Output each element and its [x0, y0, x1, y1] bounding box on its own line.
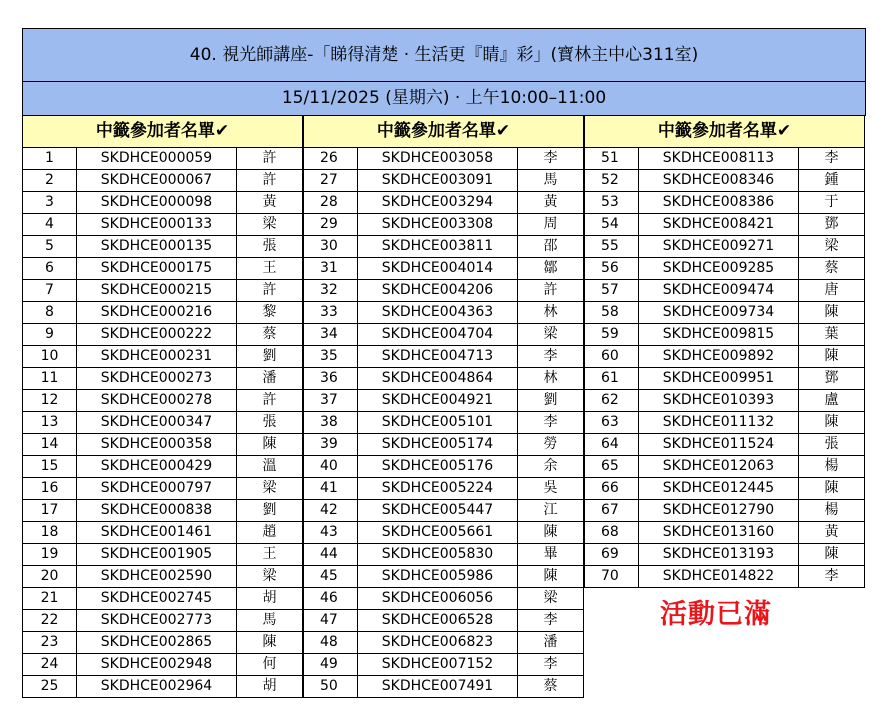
participant-surname: 潘: [517, 632, 584, 653]
participant-code: SKDHCE008113: [638, 148, 798, 169]
participant-surname: 許: [517, 280, 584, 301]
participant-code: SKDHCE000429: [76, 456, 236, 477]
row-number: 19: [22, 544, 76, 565]
participant-surname: 梁: [517, 324, 584, 345]
participant-code: SKDHCE014822: [638, 566, 798, 587]
participant-row: [303, 676, 584, 698]
participant-code: SKDHCE005447: [357, 500, 517, 521]
participant-code: SKDHCE000222: [76, 324, 236, 345]
row-number: 48: [303, 632, 357, 653]
participant-code: SKDHCE000059: [76, 148, 236, 169]
participant-surname: 王: [236, 544, 303, 565]
participant-surname: 黃: [798, 522, 865, 543]
row-number: 66: [584, 478, 638, 499]
participant-row: [584, 390, 865, 412]
participant-code: SKDHCE003294: [357, 192, 517, 213]
row-number: 41: [303, 478, 357, 499]
participant-surname: 陳: [798, 412, 865, 433]
participant-code: SKDHCE002865: [76, 632, 236, 653]
participant-surname: 陳: [517, 522, 584, 543]
participant-code: SKDHCE002590: [76, 566, 236, 587]
participant-row: [584, 456, 865, 478]
participant-row: [584, 478, 865, 500]
participant-surname: 于: [798, 192, 865, 213]
row-number: 16: [22, 478, 76, 499]
participant-row: [303, 148, 584, 170]
row-number: 67: [584, 500, 638, 521]
participant-code: SKDHCE013193: [638, 544, 798, 565]
column-header: 中籤參加者名單✔: [584, 116, 865, 148]
participant-surname: 李: [517, 148, 584, 169]
row-number: 9: [22, 324, 76, 345]
participant-row: [303, 610, 584, 632]
participant-column-3: [584, 116, 865, 588]
row-number: 5: [22, 236, 76, 257]
participant-code: SKDHCE000133: [76, 214, 236, 235]
participant-row: [584, 412, 865, 434]
participant-surname: 鄧: [798, 214, 865, 235]
participant-code: SKDHCE004864: [357, 368, 517, 389]
participant-code: SKDHCE009285: [638, 258, 798, 279]
participant-code: SKDHCE006056: [357, 588, 517, 609]
participant-code: SKDHCE004014: [357, 258, 517, 279]
row-number: 69: [584, 544, 638, 565]
participant-surname: 林: [517, 368, 584, 389]
participant-surname: 張: [236, 412, 303, 433]
participant-row: [22, 544, 303, 566]
participant-code: SKDHCE000358: [76, 434, 236, 455]
participant-surname: 陳: [798, 346, 865, 367]
participant-surname: 蔡: [798, 258, 865, 279]
row-number: 54: [584, 214, 638, 235]
participant-code: SKDHCE003308: [357, 214, 517, 235]
participant-surname: 陳: [236, 434, 303, 455]
row-number: 7: [22, 280, 76, 301]
participant-column-1: [22, 116, 303, 698]
participant-code: SKDHCE004206: [357, 280, 517, 301]
row-number: 58: [584, 302, 638, 323]
row-number: 30: [303, 236, 357, 257]
participant-surname: 周: [517, 214, 584, 235]
participant-row: [303, 654, 584, 676]
row-number: 32: [303, 280, 357, 301]
participant-rows: [584, 148, 865, 588]
participant-surname: 李: [517, 654, 584, 675]
row-number: 15: [22, 456, 76, 477]
participant-surname: 葉: [798, 324, 865, 345]
participant-surname: 楊: [798, 500, 865, 521]
participant-code: SKDHCE005661: [357, 522, 517, 543]
participant-code: SKDHCE001905: [76, 544, 236, 565]
participant-row: [22, 500, 303, 522]
participant-surname: 趙: [236, 522, 303, 543]
participant-code: SKDHCE000215: [76, 280, 236, 301]
row-number: 17: [22, 500, 76, 521]
participant-code: SKDHCE000098: [76, 192, 236, 213]
participant-row: [22, 236, 303, 258]
participant-code: SKDHCE004704: [357, 324, 517, 345]
participant-code: SKDHCE002773: [76, 610, 236, 631]
participant-row: [303, 236, 584, 258]
participant-row: [303, 412, 584, 434]
participant-surname: 邵: [517, 236, 584, 257]
row-number: 62: [584, 390, 638, 411]
participant-row: [584, 302, 865, 324]
participant-row: [303, 566, 584, 588]
participant-row: [584, 368, 865, 390]
row-number: 43: [303, 522, 357, 543]
row-number: 60: [584, 346, 638, 367]
participant-row: [303, 632, 584, 654]
participant-row: [22, 654, 303, 676]
participant-surname: 許: [236, 148, 303, 169]
event-title: 40. 視光師講座-「睇得清楚 · 生活更『睛』彩」(寶林主中心311室): [22, 28, 866, 82]
participant-row: [22, 302, 303, 324]
participant-row: [584, 500, 865, 522]
participant-row: [303, 390, 584, 412]
participant-surname: 余: [517, 456, 584, 477]
participant-row: [22, 456, 303, 478]
participant-code: SKDHCE009734: [638, 302, 798, 323]
participant-row: [584, 258, 865, 280]
participant-surname: 陳: [798, 544, 865, 565]
row-number: 25: [22, 676, 76, 697]
participant-surname: 黎: [236, 302, 303, 323]
participant-surname: 楊: [798, 456, 865, 477]
participant-row: [303, 368, 584, 390]
participant-surname: 蔡: [517, 676, 584, 697]
row-number: 68: [584, 522, 638, 543]
participant-code: SKDHCE009271: [638, 236, 798, 257]
participant-surname: 潘: [236, 368, 303, 389]
participant-code: SKDHCE004363: [357, 302, 517, 323]
participant-row: [22, 632, 303, 654]
participant-row: [22, 478, 303, 500]
row-number: 13: [22, 412, 76, 433]
participant-surname: 黃: [236, 192, 303, 213]
participant-row: [22, 434, 303, 456]
row-number: 34: [303, 324, 357, 345]
row-number: 42: [303, 500, 357, 521]
row-number: 8: [22, 302, 76, 323]
participant-surname: 李: [798, 148, 865, 169]
participant-code: SKDHCE009815: [638, 324, 798, 345]
participant-row: [22, 170, 303, 192]
participant-surname: 陳: [798, 478, 865, 499]
participant-code: SKDHCE009892: [638, 346, 798, 367]
row-number: 3: [22, 192, 76, 213]
row-number: 31: [303, 258, 357, 279]
participant-row: [303, 588, 584, 610]
row-number: 50: [303, 676, 357, 697]
participant-surname: 鄧: [798, 368, 865, 389]
row-number: 28: [303, 192, 357, 213]
participant-surname: 劉: [236, 346, 303, 367]
row-number: 29: [303, 214, 357, 235]
participant-row: [303, 434, 584, 456]
participant-code: SKDHCE007491: [357, 676, 517, 697]
participant-row: [303, 456, 584, 478]
participant-surname: 馬: [236, 610, 303, 631]
row-number: 6: [22, 258, 76, 279]
participant-code: SKDHCE010393: [638, 390, 798, 411]
participant-row: [584, 434, 865, 456]
participant-row: [22, 566, 303, 588]
row-number: 37: [303, 390, 357, 411]
participant-code: SKDHCE003811: [357, 236, 517, 257]
participant-surname: 江: [517, 500, 584, 521]
participant-code: SKDHCE008421: [638, 214, 798, 235]
participant-row: [303, 346, 584, 368]
participant-code: SKDHCE005830: [357, 544, 517, 565]
participant-column-2: [303, 116, 584, 698]
column-header: 中籤參加者名單✔: [22, 116, 303, 148]
participant-row: [303, 302, 584, 324]
participant-row: [22, 676, 303, 698]
row-number: 12: [22, 390, 76, 411]
participant-surname: 許: [236, 390, 303, 411]
participant-code: SKDHCE000067: [76, 170, 236, 191]
row-number: 70: [584, 566, 638, 587]
participant-surname: 胡: [236, 588, 303, 609]
participant-surname: 張: [236, 236, 303, 257]
participant-row: [303, 478, 584, 500]
row-number: 51: [584, 148, 638, 169]
participant-surname: 王: [236, 258, 303, 279]
participant-row: [303, 544, 584, 566]
participant-surname: 畢: [517, 544, 584, 565]
participant-code: SKDHCE005986: [357, 566, 517, 587]
participant-row: [584, 324, 865, 346]
participant-surname: 梁: [798, 236, 865, 257]
participant-row: [303, 192, 584, 214]
participant-row: [584, 346, 865, 368]
participant-row: [22, 258, 303, 280]
row-number: 24: [22, 654, 76, 675]
participant-code: SKDHCE002964: [76, 676, 236, 697]
participant-surname: 陳: [236, 632, 303, 653]
participant-code: SKDHCE005174: [357, 434, 517, 455]
participant-rows: [303, 148, 584, 698]
participant-surname: 林: [517, 302, 584, 323]
participant-code: SKDHCE012790: [638, 500, 798, 521]
participant-code: SKDHCE003091: [357, 170, 517, 191]
participant-row: [22, 412, 303, 434]
participant-surname: 許: [236, 170, 303, 191]
participant-surname: 梁: [236, 478, 303, 499]
participant-code: SKDHCE004713: [357, 346, 517, 367]
participant-code: SKDHCE000797: [76, 478, 236, 499]
participant-row: [303, 214, 584, 236]
participant-surname: 鄒: [517, 258, 584, 279]
participant-row: [303, 522, 584, 544]
participant-code: SKDHCE005224: [357, 478, 517, 499]
row-number: 35: [303, 346, 357, 367]
participant-surname: 李: [517, 412, 584, 433]
participant-code: SKDHCE011524: [638, 434, 798, 455]
participant-row: [22, 346, 303, 368]
participant-row: [22, 192, 303, 214]
participant-row: [303, 500, 584, 522]
participant-row: [22, 390, 303, 412]
participant-code: SKDHCE009951: [638, 368, 798, 389]
row-number: 4: [22, 214, 76, 235]
participant-surname: 劉: [517, 390, 584, 411]
row-number: 57: [584, 280, 638, 301]
row-number: 38: [303, 412, 357, 433]
row-number: 22: [22, 610, 76, 631]
participant-surname: 鍾: [798, 170, 865, 191]
participant-code: SKDHCE004921: [357, 390, 517, 411]
row-number: 36: [303, 368, 357, 389]
participant-code: SKDHCE009474: [638, 280, 798, 301]
participant-code: SKDHCE000273: [76, 368, 236, 389]
participant-code: SKDHCE000347: [76, 412, 236, 433]
participant-row: [303, 280, 584, 302]
participant-surname: 何: [236, 654, 303, 675]
participant-row: [22, 214, 303, 236]
participant-row: [303, 324, 584, 346]
participant-row: [584, 192, 865, 214]
participant-row: [584, 544, 865, 566]
row-number: 52: [584, 170, 638, 191]
participant-surname: 梁: [236, 566, 303, 587]
participant-code: SKDHCE000135: [76, 236, 236, 257]
row-number: 53: [584, 192, 638, 213]
participant-surname: 馬: [517, 170, 584, 191]
row-number: 27: [303, 170, 357, 191]
participant-surname: 陳: [517, 566, 584, 587]
participant-surname: 張: [798, 434, 865, 455]
participant-surname: 蔡: [236, 324, 303, 345]
event-date: 15/11/2025 (星期六) · 上午10:00–11:00: [22, 82, 866, 116]
row-number: 46: [303, 588, 357, 609]
row-number: 59: [584, 324, 638, 345]
participant-surname: 李: [517, 610, 584, 631]
row-number: 47: [303, 610, 357, 631]
row-number: 40: [303, 456, 357, 477]
participant-surname: 梁: [517, 588, 584, 609]
participant-surname: 黃: [517, 192, 584, 213]
participant-row: [303, 258, 584, 280]
row-number: 65: [584, 456, 638, 477]
row-number: 64: [584, 434, 638, 455]
participant-code: SKDHCE008346: [638, 170, 798, 191]
participant-surname: 陳: [798, 302, 865, 323]
participant-code: SKDHCE012445: [638, 478, 798, 499]
participant-row: [584, 170, 865, 192]
participant-code: SKDHCE005101: [357, 412, 517, 433]
participant-code: SKDHCE000838: [76, 500, 236, 521]
participant-surname: 溫: [236, 456, 303, 477]
row-number: 33: [303, 302, 357, 323]
participant-surname: 勞: [517, 434, 584, 455]
participant-code: SKDHCE000278: [76, 390, 236, 411]
row-number: 26: [303, 148, 357, 169]
participant-surname: 梁: [236, 214, 303, 235]
participant-row: [584, 236, 865, 258]
participant-surname: 許: [236, 280, 303, 301]
participant-row: [22, 280, 303, 302]
participant-surname: 劉: [236, 500, 303, 521]
participant-row: [584, 522, 865, 544]
participant-code: SKDHCE008386: [638, 192, 798, 213]
row-number: 44: [303, 544, 357, 565]
column-header: 中籤參加者名單✔: [303, 116, 584, 148]
participant-row: [22, 588, 303, 610]
participant-row: [22, 610, 303, 632]
row-number: 1: [22, 148, 76, 169]
row-number: 21: [22, 588, 76, 609]
participant-row: [22, 324, 303, 346]
participant-row: [584, 280, 865, 302]
participant-code: SKDHCE011132: [638, 412, 798, 433]
participant-code: SKDHCE013160: [638, 522, 798, 543]
row-number: 23: [22, 632, 76, 653]
participant-surname: 胡: [236, 676, 303, 697]
participant-row: [22, 148, 303, 170]
participant-row: [584, 566, 865, 588]
row-number: 18: [22, 522, 76, 543]
participant-row: [22, 522, 303, 544]
participant-code: SKDHCE006823: [357, 632, 517, 653]
participant-code: SKDHCE001461: [76, 522, 236, 543]
participant-row: [303, 170, 584, 192]
participant-surname: 唐: [798, 280, 865, 301]
row-number: 14: [22, 434, 76, 455]
participant-code: SKDHCE000175: [76, 258, 236, 279]
participant-surname: 李: [798, 566, 865, 587]
event-full-notice: 活動已滿: [660, 599, 772, 630]
participant-code: SKDHCE006528: [357, 610, 517, 631]
row-number: 49: [303, 654, 357, 675]
participant-code: SKDHCE002745: [76, 588, 236, 609]
row-number: 61: [584, 368, 638, 389]
row-number: 39: [303, 434, 357, 455]
participant-code: SKDHCE012063: [638, 456, 798, 477]
participant-surname: 李: [517, 346, 584, 367]
participant-code: SKDHCE007152: [357, 654, 517, 675]
participant-row: [584, 214, 865, 236]
row-number: 45: [303, 566, 357, 587]
participant-surname: 盧: [798, 390, 865, 411]
participant-row: [584, 148, 865, 170]
row-number: 56: [584, 258, 638, 279]
row-number: 63: [584, 412, 638, 433]
participant-row: [22, 368, 303, 390]
row-number: 10: [22, 346, 76, 367]
row-number: 20: [22, 566, 76, 587]
row-number: 55: [584, 236, 638, 257]
participant-rows: [22, 148, 303, 698]
participant-code: SKDHCE005176: [357, 456, 517, 477]
participant-code: SKDHCE002948: [76, 654, 236, 675]
participant-code: SKDHCE003058: [357, 148, 517, 169]
row-number: 11: [22, 368, 76, 389]
participant-code: SKDHCE000231: [76, 346, 236, 367]
participant-code: SKDHCE000216: [76, 302, 236, 323]
participant-surname: 吳: [517, 478, 584, 499]
row-number: 2: [22, 170, 76, 191]
